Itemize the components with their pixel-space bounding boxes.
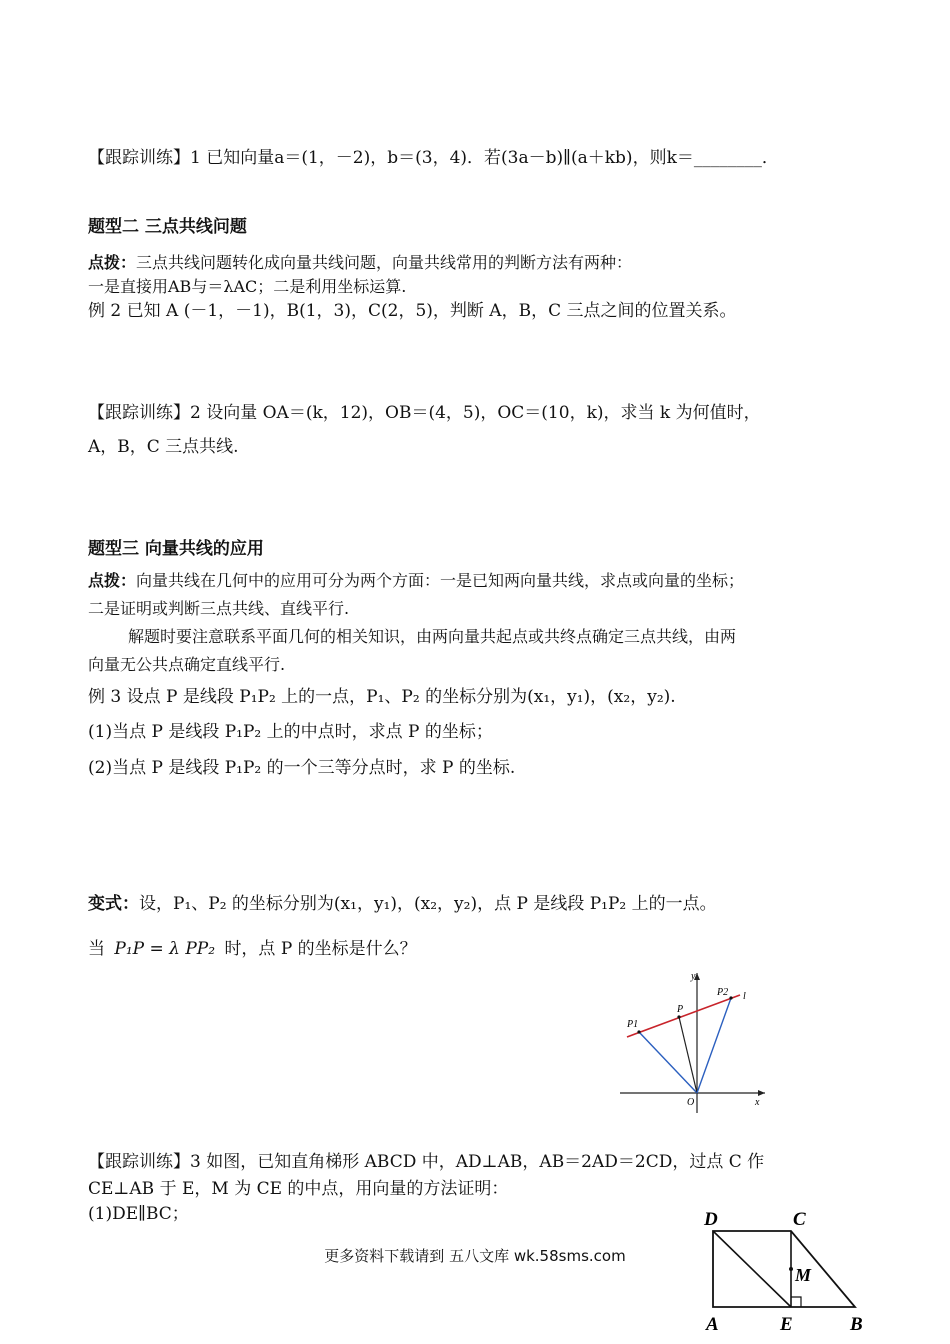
type2-title: 题型二 三点共线问题 xyxy=(88,217,247,237)
trapezoid-figure xyxy=(700,1205,875,1344)
tip3-line4: 向量无公共点确定直线平行. xyxy=(88,655,286,674)
label-p: P xyxy=(677,1004,684,1015)
footer-link[interactable]: 更多资料下载请到 五八文库 wk.58sms.com xyxy=(324,1247,626,1265)
tip2-label: 点拨： xyxy=(88,253,137,272)
coordinate-figure xyxy=(615,965,770,1115)
trapezoid-abcd xyxy=(713,1231,855,1307)
tip2-line1 xyxy=(88,252,632,274)
vector-op1 xyxy=(639,1032,697,1093)
example-3: 例 3 设点 P 是线段 P₁P₂ 上的一点，P₁、P₂ 的坐标分别为(x₁，y₁)，(x₂，y₂). xyxy=(88,687,676,707)
example-3-q1: (1)当点 P 是线段 P₁P₂ 上的中点时，求点 P 的坐标； xyxy=(88,722,493,742)
example-2: 例 2 已知 A (－1，－1)，B(1，3)，C(2，5)，判断 A，B，C 三点之间的位置关系。 xyxy=(88,301,737,321)
point-m xyxy=(789,1267,793,1271)
example-3-q2: (2)当点 P 是线段 P₁P₂ 的一个三等分点时，求 P 的坐标. xyxy=(88,758,516,778)
label-y: y xyxy=(691,971,696,982)
tip2-line2: 一是直接用AB与＝λAC；二是利用坐标运算. xyxy=(88,277,407,296)
vector-op2 xyxy=(697,998,731,1093)
label-o: O xyxy=(687,1097,695,1108)
vector-op xyxy=(679,1017,697,1093)
tip3-text: 向量共线在几何中的应用可分为两个方面：一是已知两向量共线，求点或向量的坐标； xyxy=(136,571,745,590)
label-p1: P1 xyxy=(627,1019,639,1030)
practice-2-line2: A，B，C 三点共线. xyxy=(88,437,239,457)
segment-de xyxy=(713,1231,791,1307)
x-axis-arrow xyxy=(758,1090,765,1096)
variant-q-prefix: 当 xyxy=(88,939,105,959)
tip2-text: 三点共线问题转化成向量共线问题，向量共线常用的判断方法有两种： xyxy=(136,253,633,272)
practice-1: 【跟踪训练】1 已知向量a＝(1，－2)，b＝(3，4)．若(3a－b)∥(a＋kb)，则k＝________． xyxy=(88,148,779,168)
variant-label: 变式： xyxy=(88,894,139,914)
label-p2: P2 xyxy=(717,987,729,998)
tip3-line3: 解题时要注意联系平面几何的相关知识，由两向量共起点或共终点确定三点共线，由两 xyxy=(128,627,737,646)
label-e: E xyxy=(780,1314,793,1335)
variant-q-suffix: 时，点 P 的坐标是什么？ xyxy=(224,939,417,959)
vector-equation: P₁P = λ PP₂ xyxy=(114,939,216,959)
tip3-label: 点拨： xyxy=(88,571,137,590)
label-c: C xyxy=(793,1209,806,1230)
point-p2 xyxy=(729,996,732,999)
label-d: D xyxy=(704,1209,718,1230)
variant-question xyxy=(88,938,417,960)
variant-line1 xyxy=(88,893,717,915)
variant-text: 设，P₁、P₂ 的坐标分别为(x₁，y₁)，(x₂，y₂)，点 P 是线段 P₁P₂ 上的一点。 xyxy=(139,894,717,914)
label-x: x xyxy=(755,1097,760,1108)
point-p1 xyxy=(637,1030,640,1033)
label-b: B xyxy=(850,1314,863,1335)
practice-3-line2: CE⊥AB 于 E，M 为 CE 的中点，用向量的方法证明： xyxy=(88,1179,509,1199)
right-angle-mark xyxy=(791,1297,801,1307)
label-m: M xyxy=(795,1265,812,1285)
point-p xyxy=(677,1015,680,1018)
tip3-line1 xyxy=(88,570,744,592)
type3-title: 题型三 向量共线的应用 xyxy=(88,539,264,559)
label-a: A xyxy=(706,1314,719,1335)
label-l: l xyxy=(743,991,746,1002)
tip3-line2: 二是证明或判断三点共线、直线平行. xyxy=(88,599,350,618)
practice-2-line1: 【跟踪训练】2 设向量 OA＝(k，12)，OB＝(4，5)，OC＝(10，k)，求当 k 为何值时， xyxy=(88,403,761,423)
practice-3-line1: 【跟踪训练】3 如图，已知直角梯形 ABCD 中，AD⊥AB，AB＝2AD＝2CD，过点 C 作 xyxy=(88,1152,765,1172)
line-l xyxy=(627,995,740,1037)
practice-3-q1: (1)DE∥BC； xyxy=(88,1204,189,1224)
